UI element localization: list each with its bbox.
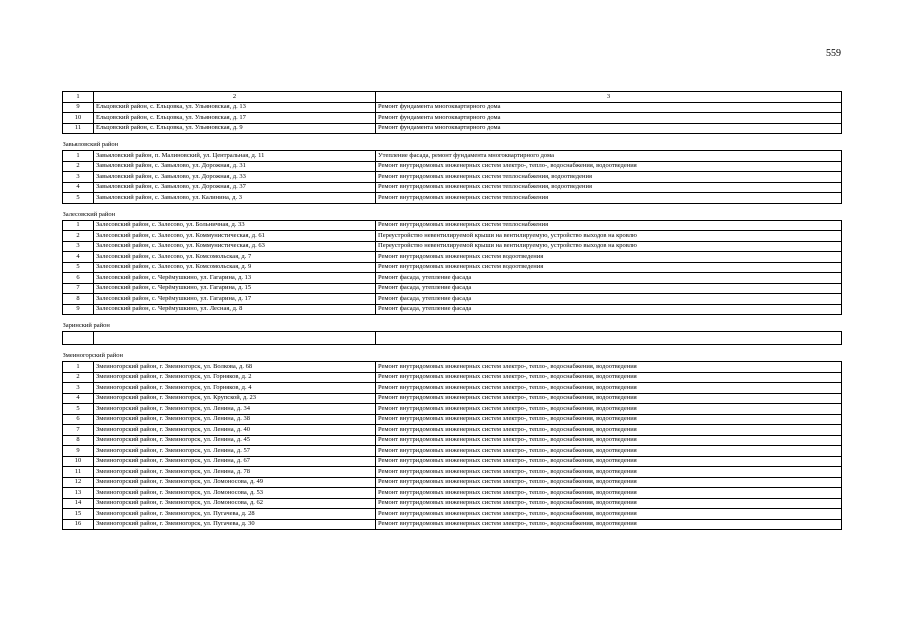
table-row: [63, 283, 842, 294]
table-row: [63, 425, 842, 436]
address-cell: Залесовский район, с. Залесово, ул. Больничная, д. 33: [94, 220, 376, 231]
work-type-cell: Ремонт внутридомовых инженерных систем электро-, тепло-, водоснабжения, водоотведения: [376, 383, 842, 394]
address-cell: Завьяловский район, с. Завьялово, ул. Дорожная, д. 31: [94, 161, 376, 172]
row-number-cell: 2: [63, 161, 94, 172]
work-type-cell: Ремонт внутридомовых инженерных систем электро-, тепло-, водоснабжения, водоотведения: [376, 456, 842, 467]
table-row: [63, 304, 842, 315]
row-number-cell: 7: [63, 283, 94, 294]
address-cell: [94, 332, 376, 345]
address-cell: Змеиногорский район, г. Змеиногорск, ул. Ломоносова, д. 53: [94, 488, 376, 499]
row-number-cell: 1: [63, 220, 94, 231]
table-row: [63, 446, 842, 457]
row-number-cell: 11: [63, 123, 94, 134]
table-row: [63, 435, 842, 446]
row-number-cell: 10: [63, 456, 94, 467]
table-row: [63, 193, 842, 204]
work-type-cell: Переустройство невентилируемой крыши на вентилируемую, устройство выходов на кровлю: [376, 231, 842, 242]
row-number-cell: 5: [63, 262, 94, 273]
table-row: [63, 467, 842, 478]
address-cell: Залесовский район, с. Черёмушкино, ул. Гагарина, д. 17: [94, 294, 376, 305]
work-type-cell: Ремонт внутридомовых инженерных систем теплоснабжения, водоотведения: [376, 172, 842, 183]
table-row: [63, 294, 842, 305]
row-number-cell: 9: [63, 102, 94, 113]
table-row: [63, 273, 842, 284]
table-row: [63, 404, 842, 415]
work-type-cell: Ремонт внутридомовых инженерных систем электро-, тепло-, водоснабжения, водоотведения: [376, 372, 842, 383]
page-number: 559: [826, 48, 841, 59]
row-number-cell: 4: [63, 182, 94, 193]
work-type-cell: Ремонт фасада, утепление фасада: [376, 273, 842, 284]
row-number-cell: 8: [63, 294, 94, 305]
address-cell: Змеиногорский район, г. Змеиногорск, ул. Волкова, д. 68: [94, 362, 376, 373]
row-number-cell: 16: [63, 519, 94, 530]
address-cell: Залесовский район, с. Черёмушкино, ул. Гагарина, д. 13: [94, 273, 376, 284]
address-cell: Залесовский район, с. Залесово, ул. Коммунистическая, д. 63: [94, 241, 376, 252]
work-type-cell: Ремонт внутридомовых инженерных систем электро-, тепло-, водоснабжения, водоотведения: [376, 425, 842, 436]
work-type-cell: Ремонт фасада, утепление фасада: [376, 304, 842, 315]
work-type-cell: Ремонт внутридомовых инженерных систем электро-, тепло-, водоснабжения, водоотведения: [376, 362, 842, 373]
row-number-cell: 5: [63, 404, 94, 415]
work-type-cell: Ремонт внутридомовых инженерных систем электро-, тепло-, водоснабжения, водоотведения: [376, 467, 842, 478]
row-number-cell: 6: [63, 414, 94, 425]
row-number-cell: 10: [63, 113, 94, 124]
header-cell-work-type: 3: [376, 92, 842, 103]
row-number-cell: 1: [63, 151, 94, 162]
table-row: [63, 172, 842, 183]
row-number-cell: [63, 332, 94, 345]
row-number-cell: 2: [63, 231, 94, 242]
work-type-cell: Ремонт внутридомовых инженерных систем теплоснабжения: [376, 193, 842, 204]
table-row: [63, 241, 842, 252]
row-number-cell: 4: [63, 252, 94, 263]
address-cell: Змеиногорский район, г. Змеиногорск, ул. Ленина, д. 57: [94, 446, 376, 457]
row-number-cell: 15: [63, 509, 94, 520]
table-row: [63, 262, 842, 273]
address-cell: Залесовский район, с. Черёмушкино, ул. Лесная, д. 8: [94, 304, 376, 315]
address-cell: Змеиногорский район, г. Змеиногорск, ул. Ленина, д. 78: [94, 467, 376, 478]
row-number-cell: 8: [63, 435, 94, 446]
header-cell-number: 1: [63, 92, 94, 103]
address-cell: Змеиногорский район, г. Змеиногорск, ул. Ленина, д. 34: [94, 404, 376, 415]
table-row: [63, 252, 842, 263]
row-number-cell: 1: [63, 362, 94, 373]
table-row: [63, 102, 842, 113]
table-row: [63, 123, 842, 134]
table-row: [63, 220, 842, 231]
address-cell: Змеиногорский район, г. Змеиногорск, ул. Ленина, д. 38: [94, 414, 376, 425]
repair-program-table: [62, 91, 842, 530]
address-cell: Ельцовский район, с. Ельцовка, ул. Ульяновская, д. 17: [94, 113, 376, 124]
row-number-cell: 9: [63, 304, 94, 315]
table-row: [63, 414, 842, 425]
table-row: [63, 456, 842, 467]
address-cell: Завьяловский район, с. Завьялово, ул. Калинина, д. 3: [94, 193, 376, 204]
row-number-cell: 13: [63, 488, 94, 499]
work-type-cell: Ремонт внутридомовых инженерных систем электро-, тепло-, водоснабжения, водоотведения: [376, 414, 842, 425]
work-type-cell: Ремонт внутридомовых инженерных систем электро-, тепло-, водоснабжения, водоотведения: [376, 477, 842, 488]
district-title: Завьяловский район: [63, 140, 842, 151]
address-cell: Залесовский район, с. Залесово, ул. Комсомольская, д. 9: [94, 262, 376, 273]
district-title: Залесовский район: [63, 210, 842, 221]
table-row: [63, 182, 842, 193]
work-type-cell: Ремонт внутридомовых инженерных систем водоотведения: [376, 262, 842, 273]
address-cell: Змеиногорский район, г. Змеиногорск, ул. Пугачева, д. 30: [94, 519, 376, 530]
row-number-cell: 12: [63, 477, 94, 488]
empty-row: [63, 332, 842, 345]
work-type-cell: [376, 332, 842, 345]
table-row: [63, 383, 842, 394]
district-section-row: [63, 321, 842, 332]
table-row: [63, 151, 842, 162]
district-section-row: [63, 210, 842, 221]
row-number-cell: 14: [63, 498, 94, 509]
row-number-cell: 5: [63, 193, 94, 204]
work-type-cell: Ремонт внутридомовых инженерных систем теплоснабжения, водоотведения: [376, 182, 842, 193]
district-section-row: [63, 351, 842, 362]
table-row: [63, 393, 842, 404]
work-type-cell: Ремонт внутридомовых инженерных систем электро-, тепло-, водоснабжения, водоотведения: [376, 498, 842, 509]
row-number-cell: 2: [63, 372, 94, 383]
table-row: [63, 488, 842, 499]
work-type-cell: Ремонт внутридомовых инженерных систем теплоснабжения: [376, 220, 842, 231]
address-cell: Залесовский район, с. Залесово, ул. Комсомольская, д. 7: [94, 252, 376, 263]
work-type-cell: Ремонт внутридомовых инженерных систем электро-, тепло-, водоснабжения, водоотведения: [376, 509, 842, 520]
table-row: [63, 362, 842, 373]
work-type-cell: Ремонт внутридомовых инженерных систем водоотведения: [376, 252, 842, 263]
work-type-cell: Ремонт внутридомовых инженерных систем электро-, тепло-, водоснабжения, водоотведения: [376, 519, 842, 530]
address-cell: Змеиногорский район, г. Змеиногорск, ул. Ленина, д. 40: [94, 425, 376, 436]
header-cell-address: 2: [94, 92, 376, 103]
address-cell: Завьяловский район, п. Малиновский, ул. Центральная, д. 11: [94, 151, 376, 162]
table-row: [63, 113, 842, 124]
work-type-cell: Ремонт внутридомовых инженерных систем электро-, тепло-, водоснабжения, водоотведения: [376, 393, 842, 404]
address-cell: Змеиногорский район, г. Змеиногорск, ул. Горняков, д. 2: [94, 372, 376, 383]
work-type-cell: Ремонт внутридомовых инженерных систем электро-, тепло-, водоснабжения, водоотведения: [376, 488, 842, 499]
work-type-cell: Ремонт фундамента многоквартирного дома: [376, 102, 842, 113]
work-type-cell: Ремонт фундамента многоквартирного дома: [376, 113, 842, 124]
row-number-cell: 3: [63, 383, 94, 394]
address-cell: Завьяловский район, с. Завьялово, ул. Дорожная, д. 33: [94, 172, 376, 183]
address-cell: Ельцовский район, с. Ельцовка, ул. Ульяновская, д. 9: [94, 123, 376, 134]
work-type-cell: Ремонт внутридомовых инженерных систем электро-, тепло-, водоснабжения, водоотведения: [376, 446, 842, 457]
work-type-cell: Ремонт фасада, утепление фасада: [376, 283, 842, 294]
address-cell: Змеиногорский район, г. Змеиногорск, ул. Ленина, д. 67: [94, 456, 376, 467]
address-cell: Змеиногорский район, г. Змеиногорск, ул. Крупской, д. 23: [94, 393, 376, 404]
table-row: [63, 498, 842, 509]
table-row: [63, 519, 842, 530]
row-number-cell: 11: [63, 467, 94, 478]
header-row: [63, 92, 842, 103]
row-number-cell: 6: [63, 273, 94, 284]
address-cell: Змеиногорский район, г. Змеиногорск, ул. Ломоносова, д. 62: [94, 498, 376, 509]
row-number-cell: 3: [63, 241, 94, 252]
district-title: Змеиногорский район: [63, 351, 842, 362]
address-cell: Ельцовский район, с. Ельцовка, ул. Ульяновская, д. 13: [94, 102, 376, 113]
work-type-cell: Ремонт внутридомовых инженерных систем электро-, тепло-, водоснабжения, водоотведения: [376, 161, 842, 172]
table-body: [63, 92, 842, 530]
address-cell: Залесовский район, с. Черёмушкино, ул. Гагарина, д. 15: [94, 283, 376, 294]
work-type-cell: Переустройство невентилируемой крыши на вентилируемую, устройство выходов на кровлю: [376, 241, 842, 252]
address-cell: Змеиногорский район, г. Змеиногорск, ул. Ленина, д. 45: [94, 435, 376, 446]
address-cell: Змеиногорский район, г. Змеиногорск, ул. Ломоносова, д. 49: [94, 477, 376, 488]
row-number-cell: 3: [63, 172, 94, 183]
work-type-cell: Ремонт фундамента многоквартирного дома: [376, 123, 842, 134]
district-title: Заринский район: [63, 321, 842, 332]
table-row: [63, 372, 842, 383]
address-cell: Залесовский район, с. Залесово, ул. Коммунистическая, д. 61: [94, 231, 376, 242]
address-cell: Змеиногорский район, г. Змеиногорск, ул. Пугачева, д. 28: [94, 509, 376, 520]
work-type-cell: Ремонт внутридомовых инженерных систем электро-, тепло-, водоснабжения, водоотведения: [376, 435, 842, 446]
work-type-cell: Утепление фасада, ремонт фундамента многоквартирного дома: [376, 151, 842, 162]
table-row: [63, 231, 842, 242]
address-cell: Змеиногорский район, г. Змеиногорск, ул. Горняков, д. 4: [94, 383, 376, 394]
table-row: [63, 161, 842, 172]
address-cell: Завьяловский район, с. Завьялово, ул. Дорожная, д. 37: [94, 182, 376, 193]
row-number-cell: 4: [63, 393, 94, 404]
work-type-cell: Ремонт внутридомовых инженерных систем электро-, тепло-, водоснабжения, водоотведения: [376, 404, 842, 415]
table-row: [63, 509, 842, 520]
district-section-row: [63, 140, 842, 151]
row-number-cell: 9: [63, 446, 94, 457]
row-number-cell: 7: [63, 425, 94, 436]
table-row: [63, 477, 842, 488]
work-type-cell: Ремонт фасада, утепление фасада: [376, 294, 842, 305]
